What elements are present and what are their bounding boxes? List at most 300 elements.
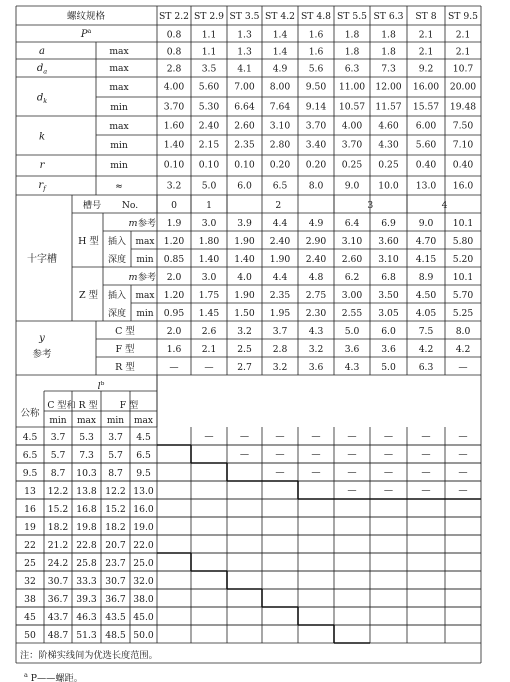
y-value: 3.7 bbox=[272, 326, 288, 337]
slot-number-label: 槽号 bbox=[82, 200, 102, 211]
y-value: 4.3 bbox=[344, 362, 360, 373]
cell-value: 13.0 bbox=[415, 180, 437, 192]
h-type-m-value: 3.9 bbox=[237, 218, 252, 229]
header-thread-spec: 螺纹规格 bbox=[66, 11, 106, 22]
z-type-m-value: 3.0 bbox=[201, 272, 217, 283]
length-cr-min: 48.7 bbox=[47, 630, 69, 641]
z-type-m-value: 10.1 bbox=[452, 272, 474, 283]
y-value: 4.2 bbox=[455, 344, 471, 355]
cell-value: 6.0 bbox=[237, 180, 252, 192]
length-unavailable-dash: — bbox=[421, 485, 431, 496]
slot-value-3: 3 bbox=[367, 200, 374, 211]
length-nominal-value: 45 bbox=[24, 612, 36, 623]
cell-value: 5.0 bbox=[201, 180, 217, 192]
row-unit-3: max bbox=[109, 82, 129, 93]
z-type-depth-min-value: 1.50 bbox=[234, 308, 255, 319]
length-unavailable-dash: — bbox=[347, 467, 357, 478]
length-cr-min: 5.7 bbox=[50, 450, 66, 461]
header-size-1: ST 2.9 bbox=[194, 11, 224, 22]
length-unavailable-dash: — bbox=[204, 431, 214, 442]
length-f-type-label: F 型 bbox=[119, 400, 139, 411]
footnote-a: $^a$ P——螺距。 bbox=[24, 671, 83, 682]
y-type-1: F 型 bbox=[115, 344, 135, 355]
length-f-max: 4.5 bbox=[136, 432, 151, 443]
length-f-max: 38.0 bbox=[133, 594, 154, 605]
length-f-min: 23.7 bbox=[105, 558, 126, 569]
length-cr-min: 15.2 bbox=[47, 504, 69, 515]
cell-value: 0.25 bbox=[341, 159, 363, 171]
h-type-depth-max-value: 5.80 bbox=[452, 236, 474, 247]
header-size-6: ST 6.3 bbox=[373, 11, 404, 22]
row-unit-4: min bbox=[110, 102, 128, 113]
slot-value-2: 2 bbox=[275, 200, 282, 211]
length-f-max: 50.0 bbox=[133, 630, 154, 641]
length-nominal-value: 16 bbox=[24, 504, 36, 515]
length-unavailable-dash: — bbox=[311, 431, 321, 442]
header-size-0: ST 2.2 bbox=[159, 11, 189, 22]
z-type-m-value: 8.9 bbox=[418, 272, 434, 283]
cell-value: 12.00 bbox=[375, 81, 402, 93]
table-note: 注：阶梯实线间为优选长度范围。 bbox=[20, 650, 158, 661]
length-unavailable-dash: — bbox=[347, 485, 357, 496]
y-value: — bbox=[204, 362, 214, 373]
cell-value: 10.7 bbox=[452, 63, 474, 75]
length-nominal-value: 6.5 bbox=[22, 450, 38, 461]
z-type-depth-max-value: 1.20 bbox=[163, 290, 185, 301]
y-value: 2.6 bbox=[201, 326, 217, 337]
length-f-min: 43.5 bbox=[105, 612, 126, 623]
length-cr-min: 24.2 bbox=[47, 558, 69, 569]
cell-value: 2.1 bbox=[455, 46, 471, 58]
z-type-depth-min-value: 0.95 bbox=[163, 308, 185, 319]
length-f-max: 25.0 bbox=[133, 558, 154, 569]
cell-value: 1.3 bbox=[237, 29, 252, 41]
z-type-depth-min-value: 2.30 bbox=[305, 308, 327, 319]
h-type-insert-label: 插入 bbox=[107, 237, 127, 247]
length-cr-max: 13.8 bbox=[76, 486, 97, 497]
cell-value: 1.6 bbox=[308, 46, 324, 58]
length-minmax-label: max bbox=[77, 416, 96, 426]
length-nominal-label: 公称 bbox=[20, 408, 40, 419]
h-type-m-value: 1.9 bbox=[166, 218, 182, 229]
z-type-m-value: 6.2 bbox=[344, 272, 360, 283]
length-cr-min: 12.2 bbox=[47, 486, 69, 497]
length-f-min: 20.7 bbox=[105, 540, 126, 551]
length-cr-min: 21.2 bbox=[47, 540, 69, 551]
y-value: — bbox=[169, 362, 179, 373]
length-f-min: 15.2 bbox=[105, 504, 126, 515]
cell-value: 9.14 bbox=[305, 101, 327, 113]
length-nominal-value: 13 bbox=[24, 486, 36, 497]
slot-number-no: No. bbox=[121, 200, 139, 211]
length-f-max: 16.0 bbox=[133, 504, 154, 515]
y-value: 3.6 bbox=[308, 362, 324, 373]
length-unavailable-dash: — bbox=[458, 485, 468, 496]
h-type-depth-min-value: 0.85 bbox=[163, 254, 185, 265]
cell-value: 5.30 bbox=[198, 101, 220, 113]
length-f-max: 19.0 bbox=[133, 522, 154, 533]
h-type-depth-label: 深度 bbox=[107, 255, 127, 265]
length-minmax-label: max bbox=[134, 416, 153, 426]
cell-value: 2.15 bbox=[198, 139, 220, 151]
z-type-depth-min-value: 2.55 bbox=[341, 308, 363, 319]
length-cr-min: 18.2 bbox=[47, 522, 69, 533]
z-type-depth-min-value: 5.25 bbox=[452, 308, 474, 319]
cell-value: 8.00 bbox=[269, 81, 291, 93]
y-value: 5.0 bbox=[381, 362, 396, 373]
cell-value: 16.00 bbox=[412, 81, 440, 93]
cell-value: 1.3 bbox=[237, 46, 252, 58]
cell-value: 0.25 bbox=[378, 159, 399, 171]
length-cr-min: 43.7 bbox=[47, 612, 69, 623]
length-unavailable-dash: — bbox=[383, 449, 394, 460]
length-f-max: 9.5 bbox=[136, 468, 151, 479]
cell-value: 1.6 bbox=[308, 29, 324, 41]
cell-value: 1.4 bbox=[272, 29, 288, 41]
y-value: 8.0 bbox=[455, 326, 471, 337]
length-f-max: 22.0 bbox=[133, 540, 154, 551]
length-unavailable-dash: — bbox=[347, 449, 357, 460]
length-cr-max: 19.8 bbox=[76, 522, 97, 533]
cell-value: 1.8 bbox=[381, 29, 396, 41]
z-type-depth-min-value: 3.05 bbox=[378, 308, 399, 319]
cell-value: 4.1 bbox=[237, 63, 252, 75]
cell-value: 11.57 bbox=[375, 101, 402, 113]
length-unavailable-dash: — bbox=[458, 431, 468, 442]
y-value: 6.3 bbox=[418, 362, 434, 373]
y-value: 3.2 bbox=[237, 326, 252, 337]
length-unavailable-dash: — bbox=[458, 467, 468, 478]
h-type-depth-max-value: 3.10 bbox=[341, 236, 363, 247]
cell-value: 1.8 bbox=[344, 46, 360, 58]
z-type-m-ref: 参考 bbox=[137, 273, 157, 283]
cell-value: 16.0 bbox=[452, 180, 474, 192]
h-type-depth-max-value: 2.90 bbox=[305, 236, 327, 247]
cell-value: 1.40 bbox=[163, 139, 185, 151]
z-type-m-symbol: m bbox=[128, 272, 138, 283]
cell-value: 1.4 bbox=[272, 46, 288, 58]
cell-value: 2.35 bbox=[234, 139, 255, 151]
header-size-5: ST 5.5 bbox=[337, 11, 367, 22]
y-type-2: R 型 bbox=[115, 362, 135, 373]
row-unit-8: ≈ bbox=[115, 181, 123, 192]
cell-value: 3.70 bbox=[341, 139, 363, 151]
length-unavailable-dash: — bbox=[239, 449, 250, 460]
y-value: 2.1 bbox=[201, 344, 217, 355]
h-type-depth-min-value: 2.60 bbox=[341, 254, 363, 265]
y-value: 5.0 bbox=[344, 326, 360, 337]
cell-value: 7.64 bbox=[269, 101, 291, 113]
length-unavailable-dash: — bbox=[275, 431, 285, 442]
cell-value: 4.60 bbox=[378, 120, 399, 132]
cell-value: 3.40 bbox=[305, 139, 327, 151]
cell-value: 0.40 bbox=[452, 159, 474, 171]
h-type-depth-max-value: 1.20 bbox=[163, 236, 185, 247]
y-value: 7.5 bbox=[418, 326, 434, 337]
cell-value: 6.64 bbox=[234, 101, 255, 113]
cell-value: 20.00 bbox=[449, 81, 477, 93]
length-f-min: 30.7 bbox=[105, 576, 126, 587]
row-symbol-r: r bbox=[39, 160, 45, 171]
length-minmax-label: min bbox=[106, 416, 125, 426]
length-unavailable-dash: — bbox=[421, 431, 431, 442]
header-size-3: ST 4.2 bbox=[265, 11, 295, 22]
cell-value: 3.5 bbox=[201, 63, 217, 75]
y-value: 6.0 bbox=[381, 326, 396, 337]
length-cr-max: 39.3 bbox=[76, 594, 97, 605]
length-unavailable-dash: — bbox=[383, 485, 394, 496]
length-nominal-value: 9.5 bbox=[22, 468, 38, 479]
cell-value: 0.8 bbox=[166, 29, 182, 41]
cell-value: 0.10 bbox=[163, 159, 185, 171]
h-type-m-value: 3.0 bbox=[201, 218, 217, 229]
cell-value: 6.3 bbox=[344, 63, 360, 75]
h-type-depth-min-value: 2.40 bbox=[305, 254, 327, 265]
row-unit-1: max bbox=[109, 46, 129, 57]
cell-value: 4.00 bbox=[341, 120, 363, 132]
z-type-depth-max-value: 3.00 bbox=[341, 290, 363, 301]
row-symbol-k: k bbox=[38, 131, 46, 143]
row-unit-7: min bbox=[110, 160, 128, 171]
length-nominal-value: 4.5 bbox=[22, 432, 38, 443]
row-unit-2: max bbox=[109, 63, 129, 74]
slot-value-1: 1 bbox=[206, 200, 212, 211]
z-type-max-label: max bbox=[135, 291, 155, 301]
length-f-min: 5.7 bbox=[108, 450, 123, 461]
z-type-depth-label: 深度 bbox=[107, 309, 127, 319]
cell-value: 1.1 bbox=[201, 46, 217, 58]
cell-value: 1.8 bbox=[344, 29, 360, 41]
length-nominal-value: 19 bbox=[24, 522, 36, 533]
z-type-m-value: 4.8 bbox=[308, 272, 324, 283]
length-unavailable-dash: — bbox=[347, 431, 357, 442]
length-cr-min: 8.7 bbox=[50, 468, 66, 479]
slot-value-4: 4 bbox=[441, 200, 448, 211]
cell-value: 3.10 bbox=[269, 120, 291, 132]
header-size-2: ST 3.5 bbox=[229, 11, 260, 22]
h-type-type-label: H 型 bbox=[78, 236, 99, 247]
length-f-max: 6.5 bbox=[136, 450, 151, 461]
y-reference-label: 参考 bbox=[32, 349, 52, 360]
cell-value: 9.2 bbox=[418, 63, 434, 75]
length-cr-type-label: C 型和 R 型 bbox=[47, 400, 98, 411]
h-type-depth-min-value: 3.10 bbox=[378, 254, 399, 265]
length-minmax-label: min bbox=[49, 416, 67, 426]
z-type-depth-max-value: 3.50 bbox=[378, 290, 399, 301]
length-unavailable-dash: — bbox=[383, 431, 394, 442]
slot-value-0: 0 bbox=[171, 200, 177, 211]
length-unavailable-dash: — bbox=[239, 431, 250, 442]
h-type-depth-min-value: 1.40 bbox=[198, 254, 220, 265]
h-type-min-label: min bbox=[136, 255, 154, 265]
cross-recess-label: 十字槽 bbox=[27, 254, 57, 265]
row-pitch-symbol: $P^a$ bbox=[80, 28, 92, 40]
y-value: 2.0 bbox=[166, 326, 182, 337]
length-cr-min: 3.7 bbox=[50, 432, 66, 443]
length-cr-max: 10.3 bbox=[76, 468, 97, 479]
z-type-depth-min-value: 4.05 bbox=[415, 308, 437, 319]
row-symbol-1: a bbox=[39, 46, 45, 57]
cell-value: 3.70 bbox=[305, 120, 327, 132]
cell-value: 1.60 bbox=[163, 120, 185, 132]
cell-value: 7.10 bbox=[452, 139, 474, 151]
cell-value: 3.2 bbox=[166, 180, 182, 192]
length-unavailable-dash: — bbox=[311, 467, 321, 478]
row-unit-5: max bbox=[109, 121, 129, 132]
h-type-m-value: 4.4 bbox=[272, 218, 288, 229]
z-type-depth-max-value: 2.75 bbox=[305, 290, 327, 301]
h-type-m-ref: 参考 bbox=[137, 219, 157, 229]
cell-value: 4.00 bbox=[163, 81, 185, 93]
length-nominal-value: 25 bbox=[24, 558, 36, 569]
cell-value: 15.57 bbox=[412, 101, 440, 113]
length-unavailable-dash: — bbox=[275, 449, 285, 460]
length-cr-max: 16.8 bbox=[76, 504, 97, 515]
cell-value: 2.40 bbox=[198, 120, 220, 132]
cell-value: 4.9 bbox=[272, 63, 288, 75]
cell-value: 0.8 bbox=[166, 46, 182, 58]
h-type-depth-min-value: 1.40 bbox=[234, 254, 255, 265]
h-type-depth-max-value: 1.90 bbox=[234, 236, 255, 247]
h-type-depth-max-value: 1.80 bbox=[198, 236, 220, 247]
z-type-depth-min-value: 1.95 bbox=[269, 308, 291, 319]
row-symbol-dk: $d_k$ bbox=[36, 92, 48, 105]
cell-value: 3.70 bbox=[163, 101, 185, 113]
h-type-m-value: 6.9 bbox=[381, 218, 396, 229]
length-nominal-value: 32 bbox=[24, 576, 36, 587]
cell-value: 6.5 bbox=[272, 180, 288, 192]
length-unavailable-dash: — bbox=[458, 449, 468, 460]
cell-value: 19.48 bbox=[449, 101, 477, 113]
length-cr-max: 7.3 bbox=[79, 450, 94, 461]
h-type-depth-min-value: 4.15 bbox=[415, 254, 437, 265]
cell-value: 6.00 bbox=[415, 120, 437, 132]
cell-value: 9.50 bbox=[305, 81, 327, 93]
z-type-min-label: min bbox=[136, 309, 154, 319]
length-symbol: $l^b$ bbox=[97, 381, 105, 392]
y-value: — bbox=[458, 362, 468, 373]
cell-value: 2.1 bbox=[418, 46, 434, 58]
y-value: 3.6 bbox=[344, 344, 360, 355]
length-cr-min: 36.7 bbox=[47, 594, 69, 605]
z-type-type-label: Z 型 bbox=[78, 290, 99, 301]
cell-value: 0.20 bbox=[269, 159, 291, 171]
z-type-depth-max-value: 1.75 bbox=[198, 290, 220, 301]
cell-value: 11.00 bbox=[338, 81, 366, 93]
header-size-8: ST 9.5 bbox=[448, 11, 478, 22]
cell-value: 5.60 bbox=[415, 139, 437, 151]
length-f-max: 45.0 bbox=[133, 612, 154, 623]
length-nominal-value: 22 bbox=[24, 540, 36, 551]
y-type-0: C 型 bbox=[115, 326, 135, 337]
h-type-m-symbol: m bbox=[128, 218, 138, 229]
h-type-m-value: 4.9 bbox=[308, 218, 324, 229]
z-type-m-value: 4.0 bbox=[237, 272, 252, 283]
z-type-depth-max-value: 4.50 bbox=[415, 290, 437, 301]
z-type-m-value: 4.4 bbox=[272, 272, 288, 283]
length-unavailable-dash: — bbox=[275, 467, 285, 478]
h-type-m-value: 9.0 bbox=[418, 218, 434, 229]
h-type-depth-max-value: 3.60 bbox=[378, 236, 399, 247]
h-type-depth-max-value: 4.70 bbox=[415, 236, 437, 247]
cell-value: 2.1 bbox=[418, 29, 434, 41]
length-nominal-value: 50 bbox=[24, 630, 36, 641]
cell-value: 5.60 bbox=[198, 81, 220, 93]
header-size-4: ST 4.8 bbox=[301, 11, 331, 22]
y-value: 2.7 bbox=[237, 362, 252, 373]
cell-value: 1.8 bbox=[381, 46, 396, 58]
cell-value: 9.0 bbox=[344, 180, 360, 192]
cell-value: 0.40 bbox=[415, 159, 437, 171]
y-symbol: y bbox=[39, 333, 45, 344]
length-unavailable-dash: — bbox=[421, 467, 431, 478]
length-f-min: 18.2 bbox=[105, 522, 126, 533]
z-type-m-value: 6.8 bbox=[381, 272, 396, 283]
cell-value: 10.57 bbox=[338, 101, 366, 113]
z-type-depth-max-value: 1.90 bbox=[234, 290, 255, 301]
z-type-depth-max-value: 5.70 bbox=[452, 290, 474, 301]
cell-value: 2.80 bbox=[269, 139, 291, 151]
y-value: 1.6 bbox=[166, 344, 182, 355]
y-value: 3.6 bbox=[381, 344, 396, 355]
cell-value: 0.10 bbox=[198, 159, 220, 171]
length-cr-max: 51.3 bbox=[76, 630, 97, 641]
z-type-m-value: 2.0 bbox=[166, 272, 182, 283]
length-cr-max: 46.3 bbox=[76, 612, 97, 623]
length-f-min: 36.7 bbox=[105, 594, 126, 605]
length-f-max: 32.0 bbox=[133, 576, 154, 587]
length-cr-max: 33.3 bbox=[76, 576, 97, 587]
length-f-min: 48.5 bbox=[105, 630, 126, 641]
h-type-m-value: 6.4 bbox=[344, 218, 360, 229]
z-type-depth-max-value: 2.35 bbox=[269, 290, 291, 301]
length-cr-max: 22.8 bbox=[76, 540, 97, 551]
h-type-depth-min-value: 5.20 bbox=[452, 254, 474, 265]
header-size-7: ST 8 bbox=[415, 11, 437, 22]
row-unit-6: min bbox=[110, 140, 128, 151]
cell-value: 2.1 bbox=[455, 29, 471, 41]
cell-value: 5.6 bbox=[308, 63, 324, 75]
z-type-insert-label: 插入 bbox=[107, 291, 127, 301]
cell-value: 7.3 bbox=[381, 63, 396, 75]
cell-value: 10.0 bbox=[378, 180, 399, 192]
length-cr-min: 30.7 bbox=[47, 576, 69, 587]
cell-value: 8.0 bbox=[308, 180, 324, 192]
row-symbol-2: $d_a$ bbox=[36, 63, 48, 76]
length-unavailable-dash: — bbox=[383, 467, 394, 478]
row-symbol-rf: $r_f$ bbox=[38, 180, 46, 193]
cell-value: 7.00 bbox=[234, 81, 255, 93]
cell-value: 2.8 bbox=[166, 63, 182, 75]
cell-value: 1.1 bbox=[201, 29, 217, 41]
z-type-depth-min-value: 1.45 bbox=[198, 308, 220, 319]
length-cr-max: 5.3 bbox=[79, 432, 94, 443]
cell-value: 4.30 bbox=[378, 139, 399, 151]
length-f-max: 13.0 bbox=[133, 486, 154, 497]
cell-value: 2.60 bbox=[234, 120, 255, 132]
y-value: 3.2 bbox=[272, 362, 288, 373]
cell-value: 0.20 bbox=[305, 159, 327, 171]
h-type-max-label: max bbox=[135, 237, 155, 247]
y-value: 4.2 bbox=[418, 344, 434, 355]
length-f-min: 3.7 bbox=[108, 432, 123, 443]
y-value: 3.2 bbox=[308, 344, 324, 355]
length-cr-max: 25.8 bbox=[76, 558, 97, 569]
length-unavailable-dash: — bbox=[421, 449, 431, 460]
h-type-depth-min-value: 1.90 bbox=[269, 254, 291, 265]
cell-value: 7.50 bbox=[452, 120, 474, 132]
length-f-min: 12.2 bbox=[105, 486, 126, 497]
